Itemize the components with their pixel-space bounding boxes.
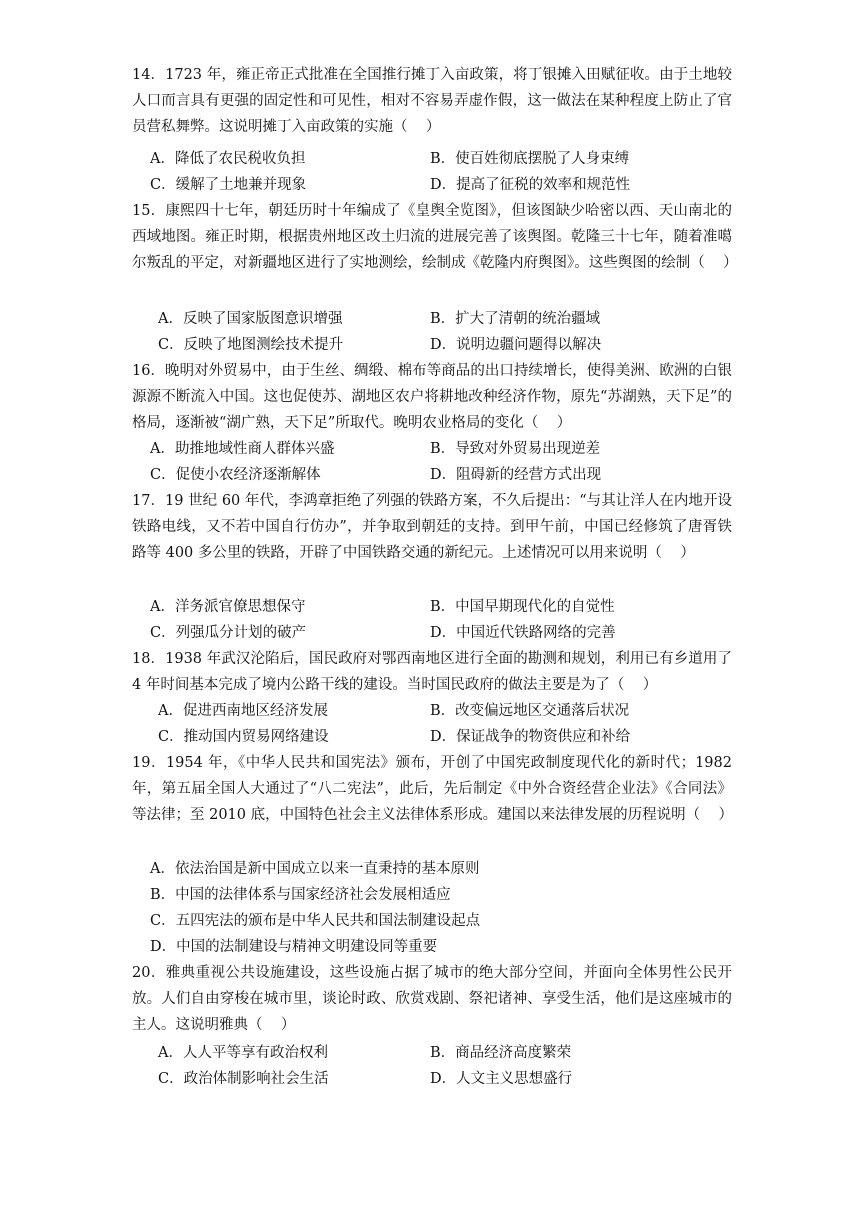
question-18-option-d: D．保证战争的物资供应和补给 bbox=[430, 729, 631, 745]
question-20-stem: 20．雅典重视公共设施建设，这些设施占据了城市的绝大部分空间，并面向全体男性公民开放。人们自由穿梭在城市里，谈论时政、欣赏戏剧、祭祀诸神、享受生活，他们是这座城市的主人。这说明雅典（ ） bbox=[132, 965, 732, 1033]
question-16-option-b: B．导致对外贸易出现逆差 bbox=[430, 441, 601, 457]
question-14-stem: 14．1723 年，雍正帝正式批准在全国推行摊丁入亩政策，将丁银摊入田赋征收。由于土地较人口而言具有更强的固定性和可见性，相对不容易弄虚作假，这一做法在某种程度上防止了官员营私舞弊。这说明摊丁入亩政策的实施（ ） bbox=[132, 67, 732, 135]
question-17-stem: 17．19 世纪 60 年代，李鸿章拒绝了列强的铁路方案，不久后提出：“与其让洋人在内地开设铁路电线，又不若中国自行仿办”，并争取到朝廷的支持。到甲午前，中国已经修筑了唐胥铁路等 400 多公里的铁路，开辟了中国铁路交通的新纪元。上述情况可以用来说明（ ） bbox=[132, 493, 732, 561]
question-19-option-b: B．中国的法律体系与国家经济社会发展相适应 bbox=[150, 887, 451, 903]
question-16-option-d: D．阻碍新的经营方式出现 bbox=[430, 467, 602, 483]
question-16-option-a: A．助推地域性商人群体兴盛 bbox=[150, 441, 335, 457]
question-17-option-a: A．洋务派官僚思想保守 bbox=[150, 599, 306, 615]
question-20-option-c: C．政治体制影响社会生活 bbox=[158, 1071, 329, 1087]
question-16-option-c: C．促使小农经济逐渐解体 bbox=[150, 467, 321, 483]
question-15-option-b: B．扩大了清朝的统治疆域 bbox=[430, 311, 601, 327]
question-20-option-a: A．人人平等享有政治权利 bbox=[158, 1045, 328, 1061]
question-20-option-b: B．商品经济高度繁荣 bbox=[430, 1045, 572, 1061]
question-17-option-c: C．列强瓜分计划的破产 bbox=[150, 625, 307, 641]
question-14-option-c: C．缓解了土地兼并现象 bbox=[150, 177, 307, 193]
question-15-stem: 15．康熙四十七年，朝廷历时十年编成了《皇舆全览图》，但该图缺少哈密以西、天山南北的西域地图。雍正时期，根据贵州地区改土归流的进展完善了该舆图。乾隆三十七年，随着准噶尔叛乱的平定，对新疆地区进行了实地测绘，绘制成《乾隆内府舆图》。这些舆图的绘制（ ） bbox=[132, 203, 738, 271]
question-19-option-d: D．中国的法制建设与精神文明建设同等重要 bbox=[150, 939, 438, 955]
question-19-option-c: C．五四宪法的颁布是中华人民共和国法制建设起点 bbox=[150, 913, 481, 929]
question-19-option-a: A．依法治国是新中国成立以来一直秉持的基本原则 bbox=[150, 861, 480, 877]
question-14-option-a: A．降低了农民税收负担 bbox=[150, 151, 306, 167]
question-18-option-b: B．改变偏远地区交通落后状况 bbox=[430, 703, 630, 719]
question-19-stem: 19．1954 年，《中华人民共和国宪法》颁布，开创了中国宪政制度现代化的新时代；1982 年，第五届全国人大通过了“八二宪法”，此后，先后制定《中外合资经营企业法》《合同法》等法律；至 2010 底，中国特色社会主义法律体系形成。建国以来法律发展的历程说明（ ） bbox=[132, 755, 737, 823]
question-16-stem: 16．晚明对外贸易中，由于生丝、绸缎、棉布等商品的出口持续增长，使得美洲、欧洲的白银源源不断流入中国。这也促使苏、湖地区农户将耕地改种经济作物，原先“苏湖熟，天下足”的格局，逐渐被“湖广熟，天下足”所取代。晚明农业格局的变化（ ） bbox=[132, 363, 732, 431]
question-15-option-d: D．说明边疆问题得以解决 bbox=[430, 337, 602, 353]
question-18-stem: 18．1938 年武汉沦陷后，国民政府对鄂西南地区进行全面的勘测和规划，利用已有乡道用了 4 年时间基本完成了境内公路干线的建设。当时国民政府的做法主要是为了（ ） bbox=[132, 651, 737, 693]
question-15-option-c: C．反映了地图测绘技术提升 bbox=[158, 337, 344, 353]
question-20-option-d: D．人文主义思想盛行 bbox=[430, 1071, 573, 1087]
question-14-option-d: D．提高了征税的效率和规范性 bbox=[430, 177, 631, 193]
question-15-option-a: A．反映了国家版图意识增强 bbox=[158, 311, 343, 327]
question-14-option-b: B．使百姓彻底摆脱了人身束缚 bbox=[430, 151, 630, 167]
question-17-option-b: B．中国早期现代化的自觉性 bbox=[430, 599, 615, 615]
question-18-option-c: C．推动国内贸易网络建设 bbox=[158, 729, 329, 745]
question-18-option-a: A．促进西南地区经济发展 bbox=[158, 703, 328, 719]
question-17-option-d: D．中国近代铁路网络的完善 bbox=[430, 625, 616, 641]
